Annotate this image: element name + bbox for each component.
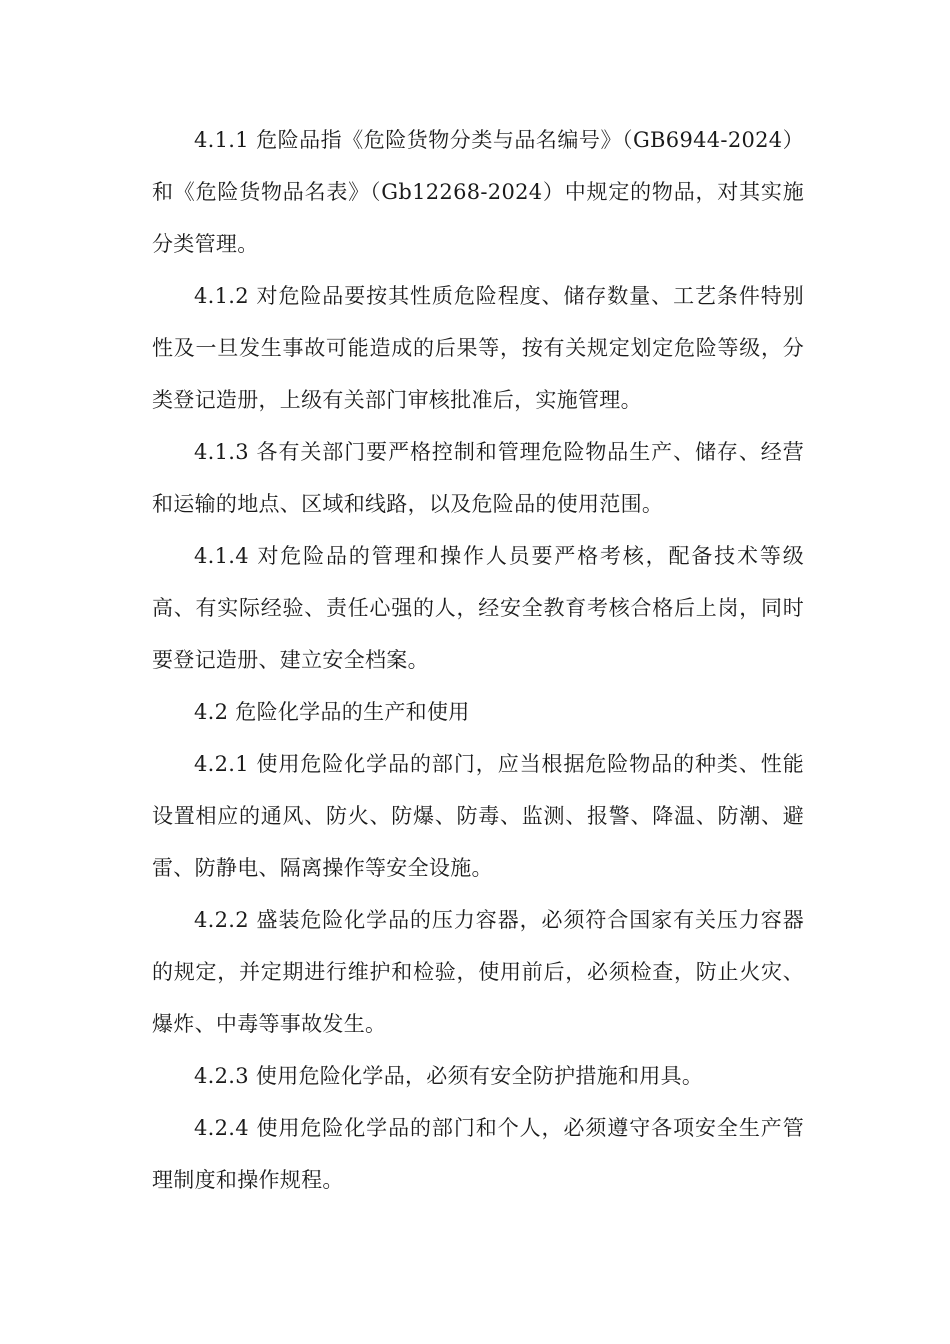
paragraph-4-2-1: 4.2.1 使用危险化学品的部门，应当根据危险物品的种类、性能设置相应的通风、防火、防爆、防毒、监测、报警、降温、防潮、避雷、防静电、隔离操作等安全设施。 (152, 752, 804, 880)
document-body (152, 114, 804, 1206)
paragraph-4-2-2: 4.2.2 盛装危险化学品的压力容器，必须符合国家有关压力容器的规定，并定期进行维护和检验，使用前后，必须检查，防止火灾、爆炸、中毒等事故发生。 (152, 908, 804, 1036)
paragraph-4-2-3: 4.2.3 使用危险化学品，必须有安全防护措施和用具。 (194, 1064, 704, 1088)
paragraph-4-2-4: 4.2.4 使用危险化学品的部门和个人，必须遵守各项安全生产管理制度和操作规程。 (152, 1116, 804, 1192)
paragraph-4-1-2: 4.1.2 对危险品要按其性质危险程度、储存数量、工艺条件特别性及一旦发生事故可能造成的后果等，按有关规定划定危险等级，分类登记造册，上级有关部门审核批准后，实施管理。 (152, 284, 804, 412)
paragraph-4-1-3: 4.1.3 各有关部门要严格控制和管理危险物品生产、储存、经营和运输的地点、区域和线路，以及危险品的使用范围。 (152, 440, 804, 516)
paragraph-4-1-1: 4.1.1 危险品指《危险货物分类与品名编号》（GB6944-2024）和《危险货物品名表》（Gb12268-2024）中规定的物品，对其实施分类管理。 (152, 128, 804, 256)
section-heading-4-2: 4.2 危险化学品的生产和使用 (194, 700, 470, 724)
paragraph-4-1-4: 4.1.4 对危险品的管理和操作人员要严格考核，配备技术等级高、有实际经验、责任心强的人，经安全教育考核合格后上岗，同时要登记造册、建立安全档案。 (152, 544, 804, 672)
